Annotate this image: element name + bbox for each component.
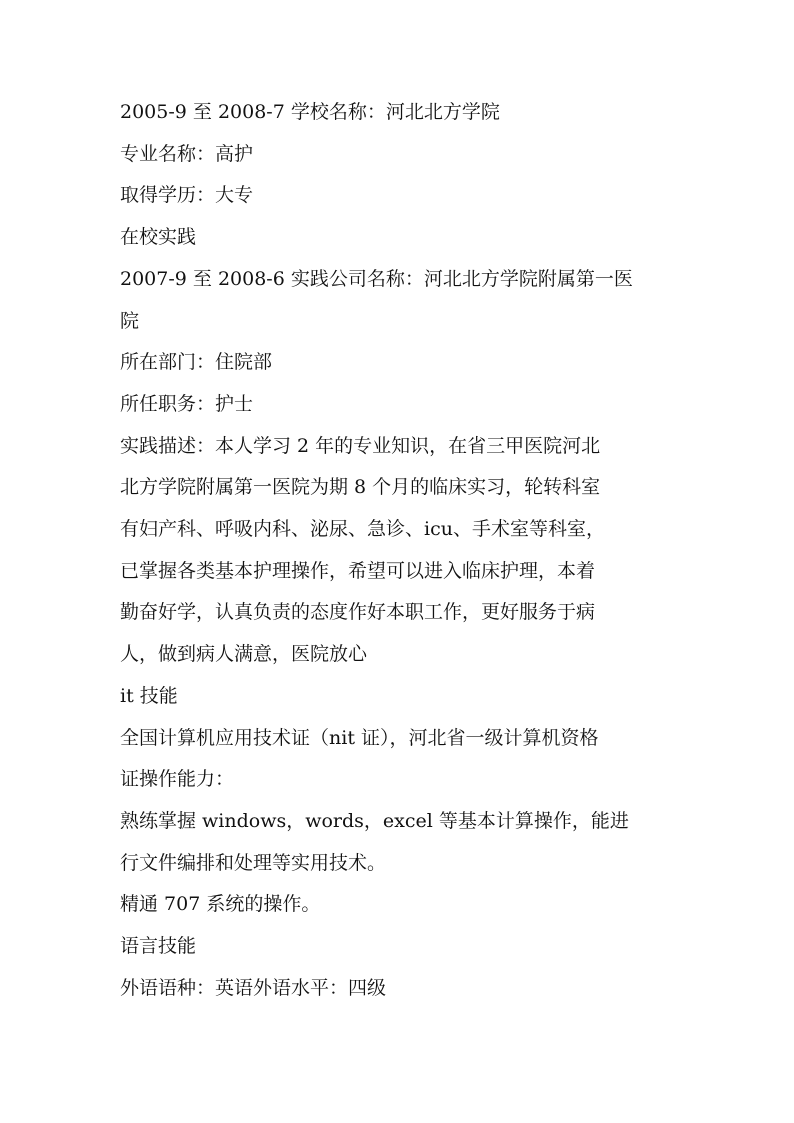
practice-description-line: 实践描述：本人学习 2 年的专业知识，在省三甲医院河北 — [120, 434, 601, 457]
it-certificate-line-cont: 证操作能力： — [120, 768, 235, 791]
document-body — [120, 92, 676, 1009]
practice-description-line: 勤奋好学，认真负责的态度作好本职工作，更好服务于病 — [120, 601, 596, 624]
section-heading-it-skills: it 技能 — [120, 684, 178, 707]
section-heading-practice: 在校实践 — [120, 226, 197, 249]
education-period-line: 2005-9 至 2008-7 学校名称：河北北方学院 — [120, 101, 500, 123]
practice-period-line: 2007-9 至 2008-6 实践公司名称：河北北方学院附属第一医 — [120, 267, 633, 290]
it-skill-line-cont: 行文件编排和处理等实用技术。 — [120, 851, 387, 874]
it-certificate-line: 全国计算机应用技术证（nit 证），河北省一级计算机资格 — [120, 726, 599, 749]
section-heading-language-skills: 语言技能 — [120, 935, 197, 958]
language-level-line: 外语语种：英语外语水平：四级 — [120, 976, 387, 999]
position-line: 所任职务：护士 — [120, 392, 254, 415]
major-line: 专业名称：高护 — [120, 142, 254, 165]
practice-description-line: 人，做到病人满意，医院放心 — [120, 643, 368, 666]
degree-line: 取得学历：大专 — [120, 184, 254, 207]
department-line: 所在部门：住院部 — [120, 351, 273, 374]
it-skill-line: 精通 707 系统的操作。 — [120, 893, 321, 916]
practice-description-line: 已掌握各类基本护理操作，希望可以进入临床护理，本着 — [120, 559, 596, 582]
practice-description-line: 有妇产科、呼吸内科、泌尿、急诊、icu、手术室等科室， — [120, 518, 605, 541]
practice-period-line-cont: 院 — [120, 309, 140, 332]
it-skill-line: 熟练掌握 windows，words，excel 等基本计算操作，能进 — [120, 809, 629, 832]
practice-description-line: 北方学院附属第一医院为期 8 个月的临床实习，轮转科室 — [120, 476, 601, 499]
